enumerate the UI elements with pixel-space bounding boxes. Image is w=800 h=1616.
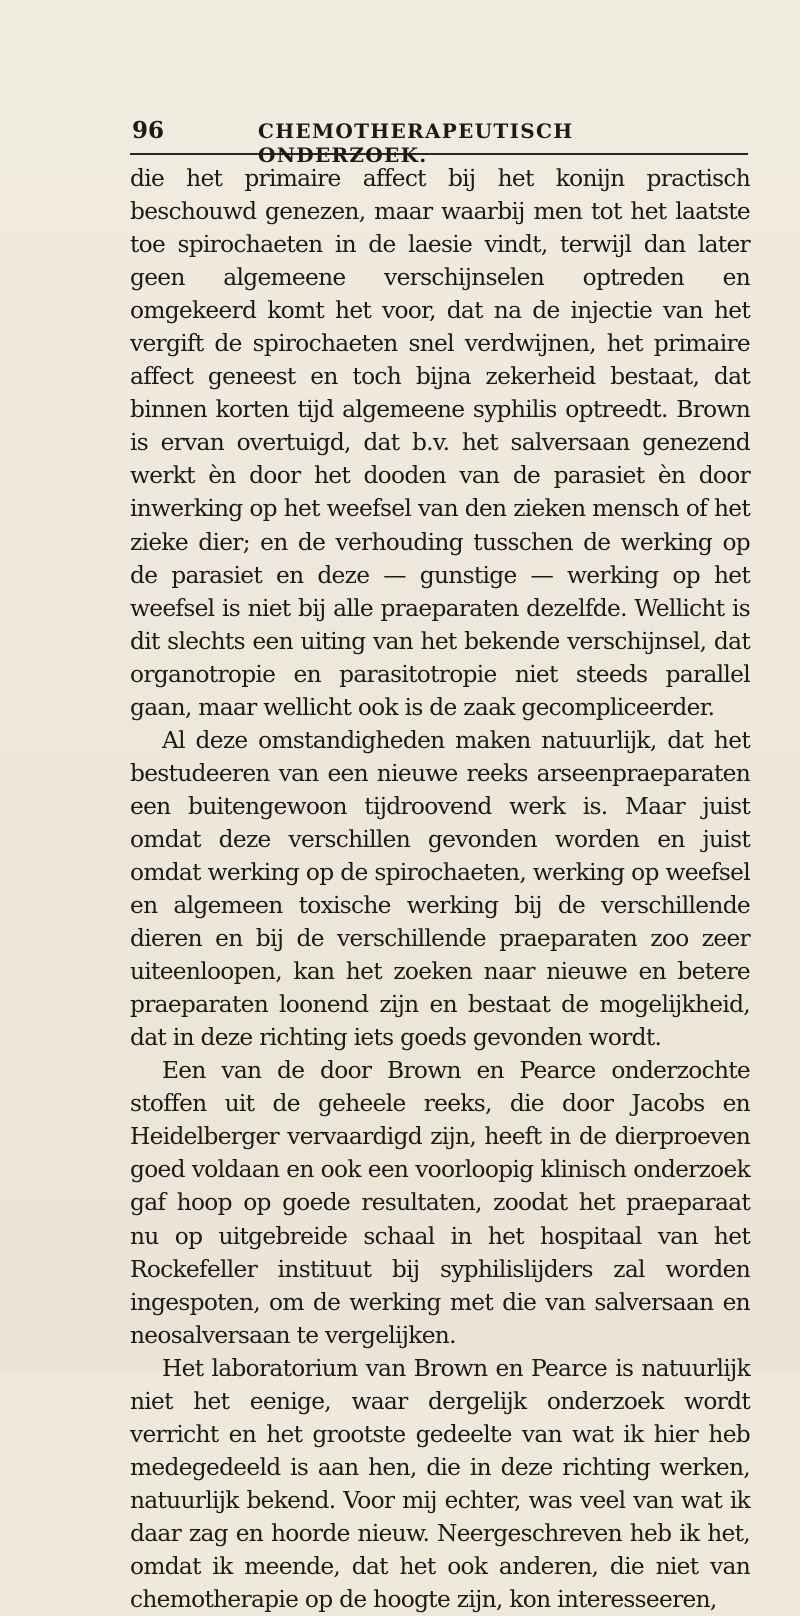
running-title: CHEMOTHERAPEUTISCH ONDERZOEK. — [258, 119, 574, 167]
paragraph-2: Al deze omstandigheden maken natuurlijk, dat het bestudeeren van een nieuwe reeks arseenpraeparaten een buitengewoon tijdroovend werk is. Maar juist omdat deze verschillen gevonden worden en juist omdat werking op de spirochaeten, werking op weefsel en algemeen toxische werking bij de verschillende dieren en bij de verschillende praeparaten zoo zeer uiteenloopen, kan het zoeken naar nieuwe en betere praeparaten loonend zijn en bestaat de mogelijkheid, dat in deze richting iets goeds gevonden wordt. — [130, 726, 750, 1052]
paragraph-1: die het primaire affect bij het konijn practisch beschouwd genezen, maar waarbij men tot het laatste toe spirochaeten in de laesie vindt, terwijl dan later geen algemeene verschijnselen optreden en omgekeerd komt het voor, dat na de injectie van het vergift de spirochaeten snel verdwijnen, het primaire affect geneest en toch bijna zekerheid bestaat, dat binnen korten tijd algemeene syphilis optreedt. Brown is ervan overtuigd, dat b.v. het salversaan genezend werkt èn door het dooden van de parasiet èn door inwerking op het weefsel van den zieken mensch of het zieke dier; en de verhouding tusschen de werking op de parasiet en deze — gunstige — werking op het weefsel is niet bij alle praeparaten dezelfde. Wellicht is dit slechts een uiting van het bekende verschijnsel, dat organotropie en parasitotropie niet steeds parallel gaan, maar wellicht ook is de zaak gecompliceerder. — [130, 165, 750, 721]
running-head — [130, 117, 748, 167]
body-text — [130, 162, 750, 1616]
page-number: 96 — [132, 117, 165, 144]
paragraph-4: Het laboratorium van Brown en Pearce is natuurlijk niet het eenige, waar dergelijk onderzoek wordt verricht en het grootste gedeelte van wat ik hier heb medegedeeld is aan hen, die in deze richting werken, natuurlijk bekend. Voor mij echter, was veel van wat ik daar zag en hoorde nieuw. Neergeschreven heb ik het, omdat ik meende, dat het ook anderen, die niet van chemotherapie op de hoogte zijn, kon interesseeren, — [130, 1354, 750, 1614]
paragraph-3: Een van de door Brown en Pearce onderzochte stoffen uit de geheele reeks, die door Jacobs en Heidelberger vervaardigd zijn, heeft in de dierproeven goed voldaan en ook een voorloopig klinisch onderzoek gaf hoop op goede resultaten, zoodat het praeparaat nu op uitgebreide schaal in het hospitaal van het Rockefeller instituut bij syphilislijders zal worden ingespoten, om de werking met die van salversaan en neosalversaan te vergelijken. — [130, 1057, 750, 1349]
